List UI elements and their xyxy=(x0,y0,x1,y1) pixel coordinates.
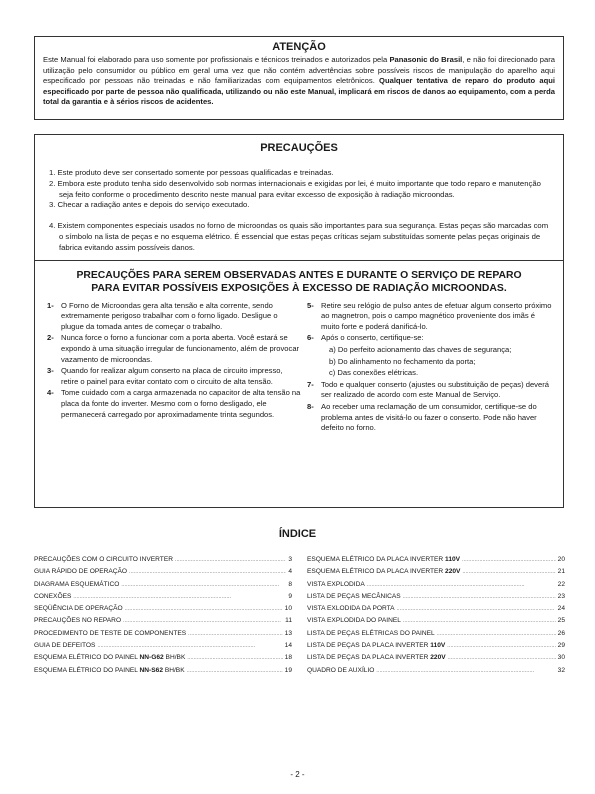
index-entry[interactable] xyxy=(307,568,565,580)
index-entry-page: 18 xyxy=(284,654,292,662)
right-column xyxy=(307,301,553,435)
index-entry-label xyxy=(307,667,374,674)
index-entry-page: 32 xyxy=(557,666,565,674)
index-entry-label xyxy=(34,605,123,612)
index-entry-text: VISTA EXLODIDA DA PORTA xyxy=(307,605,395,613)
repair-precautions-columns xyxy=(35,301,563,551)
index-entry-text: CONEXÕES xyxy=(34,592,72,600)
index-entry[interactable] xyxy=(307,667,565,679)
index-entry[interactable] xyxy=(307,605,565,617)
repair-item-4 xyxy=(47,388,301,420)
index-title: ÍNDICE xyxy=(278,528,317,540)
item-text: Nunca force o forno a funcionar com a porta aberta. Você estará se expondo à uma situação irregular de funcionamento, além de provocar vazamento de microondas. xyxy=(61,333,300,364)
index-entry-label xyxy=(307,593,401,600)
index-entry-page: 24 xyxy=(557,605,565,613)
index-entry-text: DIAGRAMA ESQUEMÁTICO xyxy=(34,580,120,588)
index-entry-label xyxy=(34,568,127,575)
precautions-box xyxy=(34,134,564,508)
item-text: Retire seu relógio de pulso antes de efetuar algum conserto próximo ao magnetron, pois o campo magnético proveniente dos imãs é muito forte e poderá danificá-lo. xyxy=(321,300,552,331)
index-entry-leader xyxy=(188,630,282,637)
repair-item-5 xyxy=(307,301,553,333)
index-entry-leader xyxy=(403,617,556,624)
index-entry-label xyxy=(34,630,186,637)
item-text: Todo e qualquer conserto (ajustes ou substituição de peças) deverá ser realizado de acordo com este Manual de Serviço. xyxy=(321,379,549,400)
index-entry-text: PRECAUÇÕES COM O CIRCUITO INVERTER xyxy=(34,556,173,563)
index-entry-model: NN-S62 xyxy=(139,666,163,674)
index-entry-page: 19 xyxy=(284,666,292,674)
index-entry-text: ESQUEMA ELÉTRICO DA PLACA INVERTER xyxy=(307,556,446,563)
index-entry[interactable] xyxy=(34,667,292,679)
item-number: 3- xyxy=(47,366,54,376)
item-text: Tome cuidado com a carga armazenada no capacitor de alta tensão na placa da fonte do inverter. Mesmo com o forno desligado, ele permanecerá carregado por aproximadamente trinta segundos. xyxy=(61,388,301,419)
index-entry-suffix: BH/BK xyxy=(162,666,185,674)
index-entry-leader xyxy=(403,593,556,600)
index-entry-leader xyxy=(129,568,286,575)
index-entry-page: 4 xyxy=(288,568,292,576)
index-entry-page: 11 xyxy=(285,617,292,625)
index-entry[interactable] xyxy=(307,593,565,605)
index-entry-leader xyxy=(187,667,283,674)
index-entry-page: 9 xyxy=(288,592,292,600)
index-entry-label xyxy=(34,667,185,674)
index-entry-page: 20 xyxy=(557,556,565,563)
repair-item-1 xyxy=(47,301,301,333)
precautions-title: PRECAUÇÕES xyxy=(260,142,338,154)
item-number: 5- xyxy=(307,300,314,310)
index-entry-leader xyxy=(376,667,555,674)
left-column xyxy=(47,301,301,422)
index-entry[interactable] xyxy=(34,581,292,593)
index-entry-label xyxy=(34,581,119,588)
index-entry-leader xyxy=(462,556,556,563)
index-entry[interactable] xyxy=(34,556,292,568)
precaution-item-4: 4. Existem componentes especiais usados no forno de microondas os quais são importantes para sua segurança. Estas peças são marcadas com o símbolo na lista de peças e no esquema elétrico. É essencial que estas peças críticas sejam substituídas somente pelas peças originais de fabrica evitando assim possíveis danos. xyxy=(49,221,549,252)
warning-text-part-2: , e não foi direcionado para utilização pelo consumidor ou público em geral uma vez que não contém advertências sobre possíveis riscos de manipulação do aparelho aqui especificado por pessoas não treinadas e não familiarizadas com equipamentos eletrônicos. xyxy=(43,55,555,86)
index-entry-model: 220V xyxy=(445,568,461,576)
index-entry-text: ESQUEMA ELÉTRICO DO PAINEL xyxy=(34,654,140,662)
index-entry-page: 26 xyxy=(557,629,565,637)
repair-subitem-b: b) Do alinhamento no fechamento da porta; xyxy=(329,356,476,366)
index-entry[interactable] xyxy=(34,593,292,605)
item-number: 2- xyxy=(47,333,54,343)
index-entry-page: 13 xyxy=(284,629,292,637)
index-entry-leader xyxy=(462,568,555,575)
index-entry-label xyxy=(34,556,173,563)
warning-text xyxy=(43,55,555,108)
index-entry[interactable] xyxy=(34,605,292,617)
index-entry[interactable] xyxy=(34,617,292,629)
index-entry-leader xyxy=(397,605,556,612)
index-entry-model: NN-G62 xyxy=(139,654,164,662)
index-entry-text: ESQUEMA ELÉTRICO DA PLACA INVERTER xyxy=(307,568,446,576)
item-number: 1- xyxy=(47,300,54,310)
index-entry-text: VISTA EXPLODIDA xyxy=(307,580,365,588)
index-entry[interactable] xyxy=(34,654,292,666)
precaution-item-3: 3. Checar a radiação antes e depois do serviço executado. xyxy=(49,200,250,210)
page-number: - 2 - xyxy=(290,770,305,779)
repair-precautions-title-line-1: PRECAUÇÕES PARA SEREM OBSERVADAS ANTES E DURANTE O SERVIÇO DE REPARO xyxy=(76,269,522,281)
index-entry-text: LISTA DE PEÇAS MECÂNICAS xyxy=(307,592,401,600)
index-entry-text: ESQUEMA ELÉTRICO DO PAINEL xyxy=(34,666,140,674)
index-entry-leader xyxy=(447,642,555,649)
index-entry-page: 8 xyxy=(288,580,292,588)
index-entry-leader xyxy=(73,593,286,600)
index-entry-leader xyxy=(367,581,556,588)
index-left-column xyxy=(34,556,292,679)
index-entry-page: 22 xyxy=(557,580,565,588)
repair-precautions-title-line-2: PARA EVITAR POSSÍVEIS EXPOSIÇÕES À EXCESSO DE RADIAÇÃO MICROONDAS. xyxy=(91,282,507,294)
warning-brand: Panasonic do Brasil xyxy=(389,55,463,64)
index-entry[interactable] xyxy=(307,642,565,654)
index-entry-page: 25 xyxy=(557,617,565,625)
index-entry-leader xyxy=(437,630,556,637)
precautions-list xyxy=(35,154,563,260)
item-text: O Forno de Microondas gera alta tensão e alta corrente, sendo extremamente perigoso trabalhar com o forno ligado. Desligue o plugue da tomada antes de começar o trabalho. xyxy=(61,300,278,331)
repair-item-8 xyxy=(307,402,553,434)
index-entry-page: 21 xyxy=(557,568,565,576)
index-entry-page: 29 xyxy=(557,642,565,650)
index-entry-page: 23 xyxy=(557,592,565,600)
repair-item-3 xyxy=(47,366,301,387)
index-entry-label xyxy=(307,617,401,624)
index-entry-label xyxy=(307,556,460,563)
precaution-item-1: 1. Este produto deve ser consertado somente por pessoas qualificadas e treinadas. xyxy=(49,168,334,177)
item-number: 7- xyxy=(307,379,314,389)
index-entry-label xyxy=(34,593,71,600)
repair-subitem-a: a) Do perfeito acionamento das chaves de segurança; xyxy=(329,344,512,354)
index-entry-leader xyxy=(175,556,286,563)
index-entry-text: SEQÜÊNCIA DE OPERAÇÃO xyxy=(34,605,123,613)
index-entry-label xyxy=(307,630,435,637)
index-entry-label xyxy=(34,654,185,661)
repair-item-7 xyxy=(307,380,553,401)
index-entry-text: GUIA RÁPIDO DE OPERAÇÃO xyxy=(34,568,128,576)
item-text: Ao receber uma reclamação de um consumidor, certifique-se do problema antes de visitá-lo ou fazer o conserto. Pode não haver defeito no forno. xyxy=(321,401,537,433)
index-entry-label xyxy=(307,605,395,612)
index-entry-text: VISTA EXPLODIDA DO PAINEL xyxy=(307,617,401,625)
index-entry-leader xyxy=(97,642,282,649)
index-entry-leader xyxy=(448,654,556,661)
index-entry-label xyxy=(307,654,446,661)
index-entry-leader xyxy=(187,654,282,661)
index-entry-text: LISTA DE PEÇAS DA PLACA INVERTER xyxy=(307,654,431,662)
item-text: Quando for realizar algum conserto na placa de circuito impresso, retire o painel para evitar contato com o circuito de alta tensão. xyxy=(61,366,283,386)
index-entry-text: GUIA DE DEFEITOS xyxy=(34,642,96,650)
index-entry[interactable] xyxy=(307,581,565,593)
index-entry[interactable] xyxy=(307,654,565,666)
index-entry-leader xyxy=(125,605,283,612)
index-entry[interactable] xyxy=(307,617,565,629)
index-entry[interactable] xyxy=(307,630,565,642)
index-entry-page: 3 xyxy=(288,556,292,563)
warning-bold-text: Qualquer tentativa de reparo do produto aqui especificado por parte de pessoa não qualificada, utilizando ou não este Manual, implicará em riscos de danos ao equipamento, com a perda total da garantia e à sérios riscos de acidentes. xyxy=(43,76,556,107)
warning-text-part-1: Este Manual foi elaborado para uso somente por profissionais e técnicos treinados e autorizados pela xyxy=(43,55,390,64)
index-entry-suffix: BH/BK xyxy=(163,654,186,662)
index-entry[interactable] xyxy=(34,642,292,654)
index-entry-text: QUADRO DE AUXÍLIO xyxy=(307,666,375,674)
repair-precautions-title xyxy=(35,261,563,301)
warning-box xyxy=(34,36,564,120)
index-entry-leader xyxy=(121,581,286,588)
index-entry-text: LISTA DE PEÇAS DA PLACA INVERTER xyxy=(307,642,431,650)
item-text: Após o conserto, certifique-se: xyxy=(321,333,424,343)
repair-item-6 xyxy=(307,333,553,344)
index-entry-model: 110V xyxy=(430,642,446,650)
item-number: 4- xyxy=(47,388,54,398)
index-entry-label xyxy=(307,581,365,588)
index-entry-label xyxy=(34,617,121,624)
repair-subitem-c: c) Das conexões elétricas. xyxy=(329,368,419,378)
index-entry-text: LISTA DE PEÇAS ELÉTRICAS DO PAINEL xyxy=(307,629,435,637)
item-number: 6- xyxy=(307,333,314,343)
index-entry-page: 30 xyxy=(557,654,565,662)
index-entry-text: PROCEDIMENTO DE TESTE DE COMPONENTES xyxy=(34,629,187,637)
index-entry-label xyxy=(307,642,445,649)
index-entry[interactable] xyxy=(34,630,292,642)
repair-item-2 xyxy=(47,333,301,365)
index-entry-page: 10 xyxy=(284,605,292,613)
index-entry-text: PRECAUÇÕES NO REPARO xyxy=(34,617,122,625)
index-entry-leader xyxy=(123,617,283,624)
index-entry-label xyxy=(307,568,460,575)
index-entry[interactable] xyxy=(34,568,292,580)
index-entry-model: 110V xyxy=(445,556,461,563)
warning-title: ATENÇÃO xyxy=(272,41,326,53)
index-entry-page: 14 xyxy=(284,642,292,650)
index-entry[interactable] xyxy=(307,556,565,568)
index-entry-model: 220V xyxy=(430,654,446,662)
precaution-item-2: 2. Embora este produto tenha sido desenvolvido sob normas internacionais e exigidas por lei, é muito importante que todo reparo e manutenção seja feito conforme o procedimento descrito neste manual para evitar excesso de exposição à radiação microondas. xyxy=(49,178,541,199)
index-right-column xyxy=(307,556,565,679)
index-entry-label xyxy=(34,642,95,649)
item-number: 8- xyxy=(307,401,314,411)
